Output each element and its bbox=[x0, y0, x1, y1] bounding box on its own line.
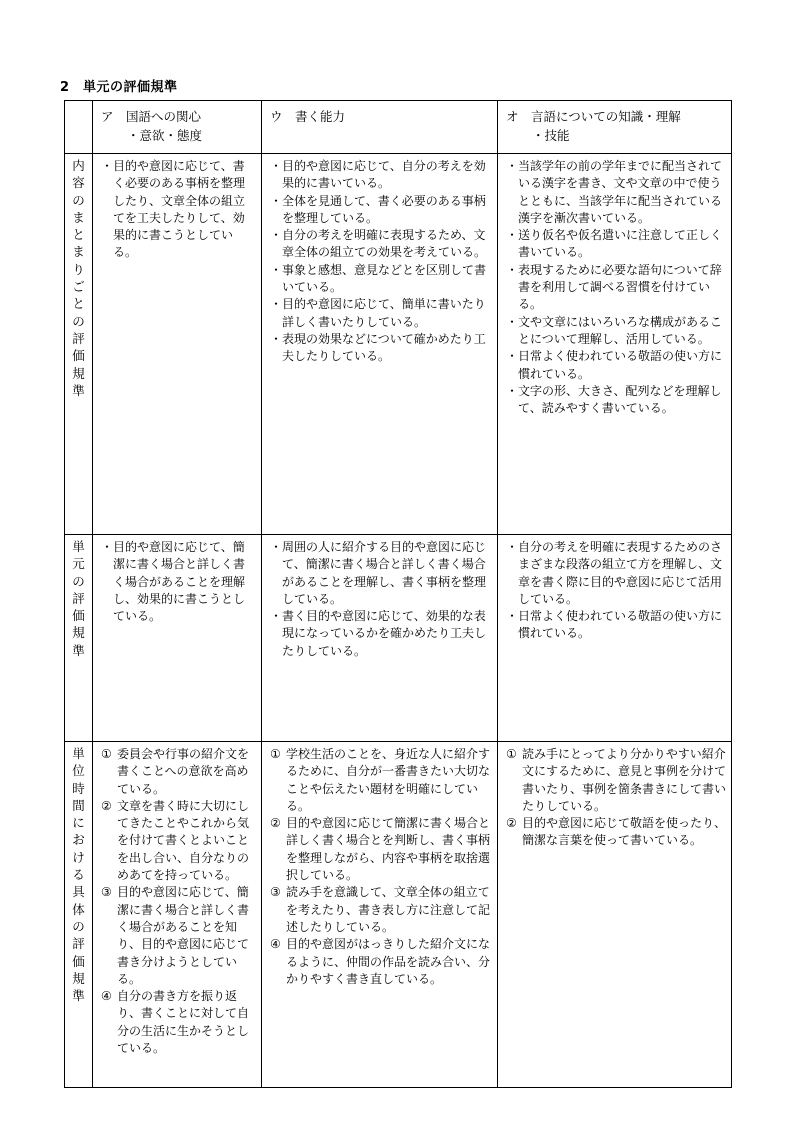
item-text: 目的や意図に応じて、簡潔に書く場合と詳しく書く場合があることを理解し、効果的に書こうとしている。 bbox=[113, 540, 246, 624]
criteria-item bbox=[506, 383, 726, 418]
criteria-item bbox=[506, 815, 726, 850]
criteria-cell-a bbox=[93, 742, 262, 1088]
corner-cell bbox=[65, 101, 93, 154]
item-text: 当該学年の前の学年までに配当されている漢字を書き、文や文章の中で使うとともに、当該学年に配当されている漢字を漸次書いている。 bbox=[518, 159, 723, 225]
bullet-marker: ・ bbox=[506, 228, 519, 243]
row-label-text bbox=[65, 535, 92, 659]
row-label-char: 位 bbox=[72, 763, 85, 779]
row-label-char: の bbox=[72, 313, 85, 329]
item-text: 目的や意図に応じて、書く必要のある事柄を整理したり、文章全体の組立てを工夫したりして、効果的に書こうとしている。 bbox=[113, 159, 246, 260]
bullet-marker: ・ bbox=[270, 540, 283, 554]
item-number: ① bbox=[270, 747, 281, 761]
item-text: 自分の考えを明確に表現するためのさまざまな段落の組立て方を理解し、文章を書く際に目的や意図に応じて活用している。 bbox=[518, 540, 723, 606]
row-label-char: 価 bbox=[72, 953, 85, 969]
item-text: 送り仮名や仮名遣いに注意して正しく書いている。 bbox=[518, 228, 723, 260]
bullet-marker: ・ bbox=[270, 297, 283, 312]
criteria-cell-o bbox=[498, 742, 732, 1088]
item-text: 読み手にとってより分かりやすい紹介文にするために、意見と事例を分けて書いたり、事例を箇条書きにして書いたりしている。 bbox=[522, 747, 727, 813]
criteria-cell-a bbox=[93, 154, 262, 535]
row-label-char: 規 bbox=[72, 625, 85, 641]
item-text: 全体を見通して、書く必要のある事柄を整理している。 bbox=[282, 193, 486, 225]
item-text: 書く目的や意図に応じて、効果的な表現になっているかを確かめたり工夫したりしている。 bbox=[282, 609, 487, 658]
criteria-item bbox=[270, 227, 492, 262]
item-text: 目的や意図に応じて、簡単に書いたり詳しく書いたりしている。 bbox=[282, 297, 486, 329]
criteria-item bbox=[101, 158, 256, 262]
header-a-line1: ア 国語への関心 bbox=[101, 109, 202, 124]
item-text: 文字の形、大きさ、配列などを理解して、読みやすく書いている。 bbox=[518, 383, 722, 416]
bullet-marker: ・ bbox=[506, 314, 519, 329]
item-text: 目的や意図に応じて簡潔に書く場合と詳しく書く場合とを判断し、書く事柄を整理しながら、内容や事柄を取捨選択している。 bbox=[286, 816, 491, 883]
row-label-char: ご bbox=[72, 279, 85, 295]
criteria-cell-a bbox=[93, 535, 262, 742]
criteria-item bbox=[101, 884, 256, 988]
bullet-marker: ・ bbox=[506, 383, 519, 398]
item-number: ① bbox=[101, 747, 112, 761]
section-title: 2 単元の評価規準 bbox=[60, 80, 178, 95]
criteria-item bbox=[270, 193, 492, 228]
item-number: ① bbox=[506, 747, 517, 761]
row-label-char: に bbox=[72, 815, 85, 831]
row-label-char: ま bbox=[72, 244, 85, 260]
row-label-char: 内 bbox=[72, 158, 85, 173]
header-u-line1: ウ 書く能力 bbox=[270, 109, 346, 124]
row-label-char: り bbox=[72, 261, 85, 277]
bullet-marker: ・ bbox=[270, 331, 283, 346]
item-text: 表現の効果などについて確かめたり工夫したりしている。 bbox=[282, 331, 486, 364]
header-o-line2: ・技能 bbox=[532, 128, 570, 143]
row-label-char: の bbox=[72, 192, 85, 208]
criteria-item bbox=[506, 746, 726, 815]
item-text: 学校生活のことを、身近な人に紹介するために、自分が一番書きたい大切なことや伝えたい題材を明確にしている。 bbox=[286, 747, 491, 813]
row-label-text bbox=[65, 742, 92, 1004]
row-label-char: 準 bbox=[72, 642, 85, 658]
bullet-marker: ・ bbox=[506, 540, 519, 554]
row-label-char: と bbox=[72, 227, 85, 243]
criteria-item bbox=[101, 746, 256, 798]
row-label-char: 評 bbox=[72, 936, 85, 952]
criteria-item bbox=[270, 746, 492, 815]
item-number: ④ bbox=[101, 989, 112, 1004]
criteria-item bbox=[270, 884, 492, 936]
criteria-item bbox=[506, 608, 726, 643]
criteria-cell-u bbox=[262, 535, 498, 742]
criteria-item bbox=[270, 815, 492, 884]
row-label-char: 間 bbox=[72, 797, 85, 813]
criteria-item bbox=[270, 936, 492, 988]
item-text: 目的や意図に応じて敬語を使ったり、簡潔な言葉を使って書いている。 bbox=[522, 816, 727, 848]
criteria-item bbox=[101, 539, 256, 625]
criteria-cell-u bbox=[262, 742, 498, 1088]
row-label bbox=[65, 535, 93, 742]
header-o bbox=[498, 101, 732, 154]
bullet-marker: ・ bbox=[506, 159, 519, 173]
row-label-text bbox=[65, 154, 92, 399]
criteria-item bbox=[506, 262, 726, 314]
item-text: 表現するために必要な語句について辞書を利用して調べる習慣を付けている。 bbox=[518, 262, 722, 312]
criteria-cell-u bbox=[262, 154, 498, 535]
row-label-char: 価 bbox=[72, 608, 85, 624]
item-number: ② bbox=[506, 816, 517, 831]
row-label-char: の bbox=[72, 918, 85, 934]
item-text: 目的や意図がはっきりした紹介文になるように、仲間の作品を読み合い、分かりやすく書き直している。 bbox=[286, 937, 491, 986]
item-text: 目的や意図に応じて、自分の考えを効果的に書いている。 bbox=[282, 159, 486, 191]
row-label-char: け bbox=[72, 849, 85, 865]
header-a-line2: ・意欲・態度 bbox=[127, 128, 203, 143]
item-text: 文章を書く時に大切にしてきたことやこれから気を付けて書くとよいことを出し合い、自分なりのめあてを持っている。 bbox=[117, 798, 250, 883]
bullet-marker: ・ bbox=[270, 193, 283, 208]
row-label-char: の bbox=[72, 573, 85, 589]
table-row bbox=[65, 535, 732, 742]
item-text: 文や文章にはいろいろな構成があることについて理解し、活用している。 bbox=[518, 314, 723, 346]
criteria-item bbox=[270, 608, 492, 660]
item-text: 読み手を意識して、文章全体の組立てを考えたり、書き表し方に注意して記述したりしている。 bbox=[286, 885, 491, 934]
item-text: 自分の書き方を振り返り、書くことに対して自分の生活に生かそうとしている。 bbox=[117, 989, 250, 1056]
item-text: 目的や意図に応じて、簡潔に書く場合と詳しく書く場合があることを知り、目的や意図に応じて書き分けようとしている。 bbox=[117, 885, 250, 986]
item-number: ③ bbox=[101, 885, 112, 900]
row-label-char: 価 bbox=[72, 348, 85, 364]
criteria-item bbox=[101, 988, 256, 1057]
item-number: ② bbox=[101, 798, 112, 813]
criteria-item bbox=[270, 262, 492, 297]
row-label-char: 単 bbox=[72, 746, 85, 761]
criteria-item bbox=[270, 331, 492, 366]
header-a bbox=[93, 101, 262, 154]
item-text: 自分の考えを明確に表現するため、文章全体の組立ての効果を考えている。 bbox=[282, 228, 487, 260]
criteria-item bbox=[506, 348, 726, 383]
row-label-char: 単 bbox=[72, 539, 85, 554]
item-number: ③ bbox=[270, 885, 281, 900]
criteria-item bbox=[270, 158, 492, 193]
row-label bbox=[65, 742, 93, 1088]
item-number: ② bbox=[270, 816, 281, 831]
criteria-item bbox=[270, 296, 492, 331]
row-label-char: 規 bbox=[72, 970, 85, 986]
bullet-marker: ・ bbox=[101, 159, 114, 173]
row-label-char: 準 bbox=[72, 988, 85, 1004]
row-label-char: 規 bbox=[72, 365, 85, 381]
bullet-marker: ・ bbox=[506, 262, 519, 277]
criteria-item bbox=[506, 227, 726, 262]
bullet-marker: ・ bbox=[270, 159, 283, 173]
header-o-line1: オ 言語についての知識・理解 bbox=[506, 109, 681, 124]
criteria-item bbox=[506, 158, 726, 227]
row-label-char: 時 bbox=[72, 780, 85, 796]
row-label-char: 容 bbox=[72, 175, 85, 191]
bullet-marker: ・ bbox=[270, 262, 283, 277]
bullet-marker: ・ bbox=[506, 609, 519, 624]
item-text: 日常よく使われている敬語の使い方に慣れている。 bbox=[518, 609, 723, 641]
row-label-char: 準 bbox=[72, 382, 85, 398]
bullet-marker: ・ bbox=[101, 540, 114, 554]
item-text: 委員会や行事の紹介文を書くことへの意欲を高めている。 bbox=[117, 747, 250, 796]
row-label-char: る bbox=[72, 867, 85, 883]
criteria-cell-o bbox=[498, 535, 732, 742]
row-label-char: 具 bbox=[72, 884, 85, 900]
bullet-marker: ・ bbox=[270, 228, 283, 243]
item-text: 日常よく使われている敬語の使い方に慣れている。 bbox=[518, 349, 723, 381]
row-label-char: 元 bbox=[72, 556, 85, 572]
criteria-item bbox=[270, 539, 492, 608]
header-row bbox=[65, 101, 732, 154]
row-label-char: 評 bbox=[72, 330, 85, 346]
row-label-char: 評 bbox=[72, 590, 85, 606]
bullet-marker: ・ bbox=[506, 349, 519, 364]
criteria-item bbox=[506, 314, 726, 349]
criteria-cell-o bbox=[498, 154, 732, 535]
row-label-char: ま bbox=[72, 209, 85, 225]
row-label-char: と bbox=[72, 296, 85, 312]
criteria-item bbox=[101, 798, 256, 884]
row-label bbox=[65, 154, 93, 535]
row-label-char: お bbox=[72, 832, 85, 848]
table-row bbox=[65, 742, 732, 1088]
header-u bbox=[262, 101, 498, 154]
criteria-item bbox=[506, 539, 726, 608]
bullet-marker: ・ bbox=[270, 609, 283, 624]
row-label-char: 体 bbox=[72, 901, 85, 917]
item-text: 事象と感想、意見などとを区別して書いている。 bbox=[282, 262, 487, 295]
evaluation-criteria-table bbox=[64, 100, 732, 1088]
item-number: ④ bbox=[270, 937, 281, 952]
table-row bbox=[65, 154, 732, 535]
item-text: 周囲の人に紹介する目的や意図に応じて、簡潔に書く場合と詳しく書く場合があることを理解し、書く事柄を整理している。 bbox=[282, 540, 487, 606]
